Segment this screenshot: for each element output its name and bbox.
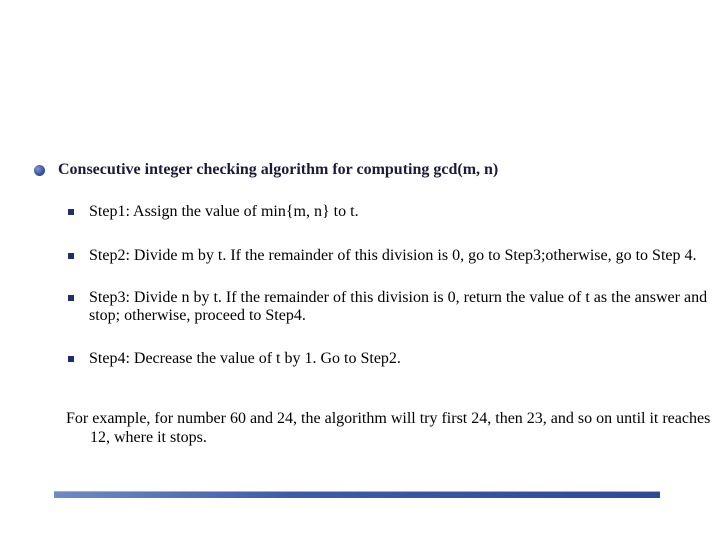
list-item	[68, 289, 708, 325]
steps-list	[68, 203, 708, 368]
heading-text: Consecutive integer checking algorithm for computing gcd(m, n)	[58, 161, 499, 178]
example-paragraph: For example, for number 60 and 24, the algorithm will try first 24, then 23, and so on until it reaches 12, where it stops.	[66, 410, 711, 446]
list-item	[68, 350, 708, 368]
step-text: Step1: Assign the value of min{m, n} to t.	[89, 203, 359, 220]
square-bullet-icon	[68, 295, 74, 301]
footer-divider	[54, 491, 660, 498]
step-text: Step4: Decrease the value of t by 1. Go to Step2.	[89, 350, 401, 367]
list-item	[68, 203, 708, 221]
circle-bullet-icon	[34, 165, 45, 176]
slide-heading	[34, 160, 694, 180]
step-text: Step3: Divide n by t. If the remainder of this division is 0, return the value of t as the answer and stop; otherwise, proceed to Step4.	[89, 289, 708, 324]
step-text: Step2: Divide m by t. If the remainder of this division is 0, go to Step3;otherwise, go to Step 4.	[89, 247, 697, 264]
square-bullet-icon	[68, 253, 74, 259]
list-item	[68, 247, 708, 265]
square-bullet-icon	[68, 356, 74, 362]
square-bullet-icon	[68, 209, 74, 215]
